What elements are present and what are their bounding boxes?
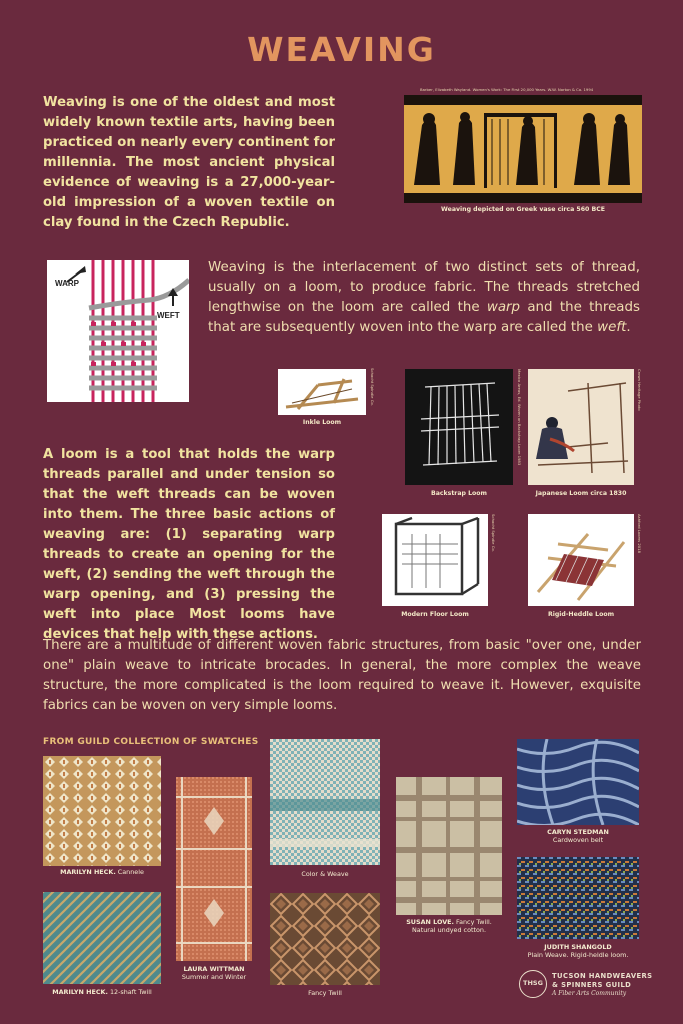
- inkle-caption: Inkle Loom: [302, 419, 342, 426]
- swatch-summer-winter-pattern: [176, 777, 252, 961]
- swatch-twill-caption: MARILYN HECK. 12-shaft Twill: [52, 988, 152, 996]
- floor-caption: Modern Floor Loom: [401, 611, 469, 618]
- page-title: WEAVING: [247, 30, 436, 69]
- inkle-loom-image: [278, 369, 366, 415]
- weft-label: WEFT: [157, 311, 180, 320]
- inkle-loom-drawing: [278, 369, 366, 415]
- rigid-heddle-drawing: [528, 514, 634, 606]
- warp-weft-paragraph: [208, 258, 640, 338]
- swatch-cannele-pattern: [43, 756, 161, 866]
- backstrap-loom-image: [405, 369, 513, 485]
- swatch-judith-pattern: [517, 857, 639, 939]
- swatch-summer-winter: [176, 777, 252, 961]
- japanese-credit: Crown Heritage Photo: [637, 369, 642, 411]
- intro-paragraph: Weaving is one of the oldest and most widely known textile arts, having been practiced on nearly every continent for millennia. The most ancient physical evidence of weaving is a 27,000-year-old impression of a woven textile on clay found in the Czech Republic.: [43, 95, 335, 230]
- swatch-caryn: [517, 739, 639, 825]
- swatch-caryn-pattern: [517, 739, 639, 825]
- swatch-cannele: [43, 756, 161, 866]
- floor-loom-drawing: [382, 514, 488, 606]
- vase-credit: Barber, Elizabeth Wayland. Women's Work: The First 20,000 Years. W.W. Norton & Co. 1994: [420, 87, 594, 92]
- floor-credit: Schacht Spindle Co.: [491, 514, 496, 552]
- warp-term: warp: [486, 300, 521, 315]
- japanese-loom-image: [528, 369, 634, 485]
- swatch-summer-caption: LAURA WITTMAN Summer and Winter: [181, 965, 247, 981]
- japanese-caption: Japanese Loom circa 1830: [535, 490, 627, 497]
- swatch-susan-pattern: [396, 777, 502, 915]
- swatch-cannele-caption: MARILYN HECK. Cannele: [60, 868, 144, 876]
- warp-weft-illustration: [47, 260, 189, 402]
- warp-weft-diagram: [47, 260, 189, 402]
- greek-vase-image: [404, 95, 642, 203]
- swatch-fancy-twill: [270, 893, 380, 985]
- rigid-heddle-loom-image: [528, 514, 634, 606]
- swatch-twill: [43, 892, 161, 984]
- swatch-judith-caption: JUDITH SHANGOLD Plain Weave. Rigid-heldle loom.: [527, 943, 629, 959]
- guild-logo-mark: THSG: [519, 970, 547, 998]
- backstrap-caption: Backstrap Loom: [430, 490, 488, 497]
- swatch-color-weave-pattern: [270, 739, 380, 865]
- weft-term: weft: [597, 320, 627, 335]
- guild-name-line1: TUCSON HANDWEAVERS: [552, 972, 653, 980]
- vase-caption: Weaving depicted on Greek vase circa 560 BCE: [441, 206, 605, 213]
- japanese-loom-drawing: [528, 369, 634, 485]
- swatch-caryn-caption: CARYN STEDMAN Cardwoven belt: [547, 828, 609, 844]
- swatch-judith: [517, 857, 639, 939]
- backstrap-credit: Mexico Areas, Ed. Woven on Backstrap Loom 1983: [517, 369, 522, 466]
- inkle-credit: Schacht Spindle Co.: [370, 368, 375, 406]
- swatch-twill-pattern: [43, 892, 161, 984]
- swatch-fancy-twill-pattern: [270, 893, 380, 985]
- guild-tagline: A Fiber Arts Community: [552, 990, 627, 997]
- swatch-color-weave: [270, 739, 380, 865]
- swatch-susan-caption: SUSAN LOVE. Fancy Twill. Natural undyed cotton.: [406, 918, 492, 934]
- floor-loom-image: [382, 514, 488, 606]
- rigid-credit: Ashford Looms 2018: [637, 514, 642, 553]
- loom-paragraph: A loom is a tool that holds the warp threads parallel and under tension so that the weft threads can be woven into them. The three basic actions of weaving are: (1) separating warp threads to create an opening for the weft, (2) sending the weft through the warp opening, and (3) pressing the weft into place Most looms have devices that help with these actions.: [43, 447, 335, 642]
- warp-label: WARP: [55, 279, 79, 288]
- warp-weft-text-1: Weaving is the interlacement of two distinct sets of thread, usually on a loom, to produce fabric. The threads stretched lengthwise on the loom are called the: [208, 260, 640, 315]
- guild-name-line2: & SPINNERS GUILD: [552, 981, 632, 989]
- structures-paragraph: There are a multitude of different woven fabric structures, from basic "over one, under one" plain weave to intricate brocades. In general, the more complex the weave structure, the more complicated is the loom required to weave it. However, exquisite fabrics can be woven on very simple looms.: [43, 638, 641, 713]
- swatch-susan-love: [396, 777, 502, 915]
- warp-weft-text-2: and the threads that are subsequently woven into the warp are called the: [208, 300, 640, 335]
- swatch-color-weave-caption: Color & Weave: [301, 870, 349, 878]
- greek-vase-figures: [404, 95, 642, 203]
- swatch-fancy-caption: Fancy Twill: [308, 989, 342, 997]
- rigid-caption: Rigid-Heddle Loom: [547, 611, 615, 618]
- backstrap-loom-drawing: [405, 369, 513, 485]
- warp-weft-text-3: .: [626, 320, 631, 335]
- swatches-heading: FROM GUILD COLLECTION OF SWATCHES: [43, 737, 259, 747]
